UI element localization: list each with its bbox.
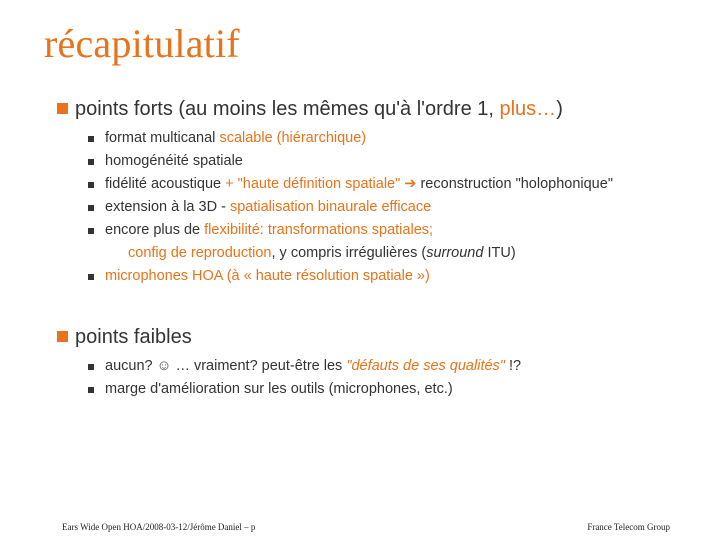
item-text: !?: [504, 358, 522, 374]
arrow-right-icon: ➔: [404, 176, 417, 192]
list-item-continuation: [87, 242, 613, 265]
item-text: homogénéité spatiale: [105, 153, 243, 169]
weak-points-heading: [57, 324, 521, 350]
item-text: , y compris irrégulières (: [271, 245, 427, 261]
footer-left: Ears Wide Open HOA/2008-03-12/Jérôme Daniel – p: [62, 522, 256, 532]
weak-heading-text: points faibles: [75, 326, 192, 348]
strong-points-section: [57, 96, 613, 288]
list-item: [87, 219, 613, 242]
square-bullet-icon: [88, 387, 94, 393]
item-italic: surround: [426, 245, 484, 261]
square-bullet-icon: [57, 103, 68, 114]
list-item: [87, 378, 521, 401]
list-item: [87, 355, 521, 378]
item-text: format multicanal: [105, 130, 220, 146]
item-highlight: config de reproduction: [128, 245, 272, 261]
list-item: [87, 127, 613, 150]
strong-points-heading: [57, 96, 613, 122]
item-highlight: "défauts de ses qualités": [346, 358, 505, 374]
strong-heading-plus: plus…: [499, 98, 557, 120]
list-item: [87, 173, 613, 196]
weak-points-list: [87, 355, 521, 401]
list-item: [87, 196, 613, 219]
square-bullet-icon: [88, 274, 94, 280]
item-text: aucun?: [105, 358, 157, 374]
strong-heading-text: points forts (au moins les mêmes qu'à l'ordre 1,: [75, 98, 500, 120]
item-highlight: flexibilité: transformations spatiales;: [204, 222, 434, 238]
item-text: extension à la 3D -: [105, 199, 230, 215]
item-highlight: + "haute définition spatiale": [225, 176, 405, 192]
square-bullet-icon: [88, 364, 94, 370]
item-text: … vraiment? peut-être les: [171, 358, 347, 374]
square-bullet-icon: [88, 136, 94, 142]
item-text: microphones HOA (à « haute résolution spatiale »): [105, 268, 430, 284]
strong-points-list: [87, 127, 613, 288]
item-text: reconstruction "holophonique": [416, 176, 613, 192]
square-bullet-icon: [88, 228, 94, 234]
strong-heading-close: ): [556, 98, 563, 120]
item-text: marge d'amélioration sur les outils (microphones, etc.): [105, 381, 453, 397]
list-item: [87, 265, 613, 288]
item-highlight: scalable (hiérarchique): [219, 130, 367, 146]
square-bullet-icon: [88, 182, 94, 188]
item-highlight: spatialisation binaurale efficace: [229, 199, 432, 215]
item-text: encore plus de: [105, 222, 205, 238]
smiley-icon: ☺: [156, 358, 172, 374]
list-item: [87, 150, 613, 173]
slide-title: récapitulatif: [44, 21, 240, 66]
item-text: ITU): [483, 245, 516, 261]
square-bullet-icon: [88, 159, 94, 165]
square-bullet-icon: [88, 205, 94, 211]
item-text: fidélité acoustique: [105, 176, 226, 192]
square-bullet-icon: [57, 331, 68, 342]
weak-points-section: [57, 324, 521, 401]
footer-right: France Telecom Group: [587, 522, 670, 532]
